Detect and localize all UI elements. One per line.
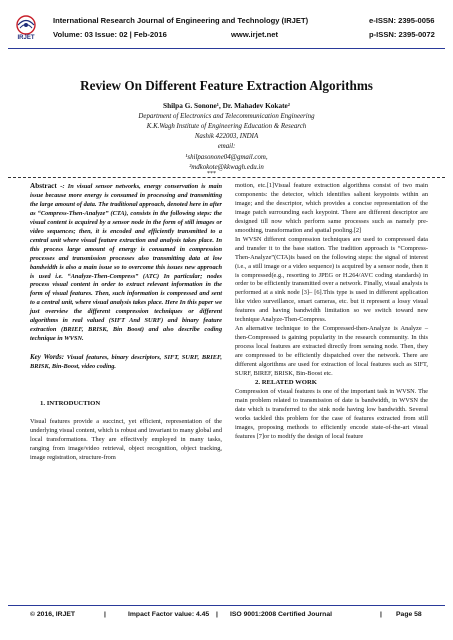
section-heading-related-work: 2. RELATED WORK <box>255 378 317 386</box>
author-email-1[interactable]: ¹shilpasonone04@gmail.com, <box>185 154 268 161</box>
footer-impact-factor: Impact Factor value: 4.45 <box>128 611 210 618</box>
related-work-paragraph: Compression of visual features is one of the important task in WVSN. The main problem related to transmission of date is bandwidth, in WVSN the date which is transferred to the sink node having low bandwidth. Several works tackled this problem for the case of features extracted from still images, proposing methods to efficiently encode state-of-the-art visual features [7]or to modify the design of local feature <box>235 387 428 440</box>
right-column <box>235 182 428 442</box>
footer-divider: | <box>104 611 106 618</box>
footer-divider: | <box>380 611 382 618</box>
keywords-label: Key Words: <box>30 353 65 362</box>
journal-name: International Research Journal of Engineering and Technology (IRJET) <box>53 16 309 25</box>
author-institute: K.K.Wagh Institute of Engineering Education & Research <box>146 123 307 130</box>
footer-divider: | <box>216 611 218 618</box>
section-heading-introduction: 1. INTRODUCTION <box>40 400 101 408</box>
atc-paragraph: An alternative technique to the Compressed-then-Analyze is Analyze –then-Compressed is gaining popularity in the research community. In this process local features are extracted directly from sensing node. Then, they are compressed to be efficiently dispatched over the network. There are different algorithms are used for extraction of local features such as SIFT, SURF, BIREF, BRISK, Bin-Boost etc. <box>235 325 428 378</box>
intro-paragraph: Visual features provide a succinct, yet efficient, representation of the underlying visual content, which is robust and invariant to many global and local transformations. They are effectively employed in many tasks, ranging from image/video retrieval, object recognition, object tracking, image registration, structure-from <box>30 418 222 461</box>
journal-url[interactable]: www.irjet.net <box>231 30 278 39</box>
author-city: Nashik 422003, INDIA <box>194 133 259 140</box>
section-separator <box>8 171 445 180</box>
footer-page-number: Page 58 <box>396 611 422 618</box>
volume-issue: Volume: 03 Issue: 02 | Feb-2016 <box>53 30 167 39</box>
paper-authors: Shilpa G. Sonone¹, Dr. Mahadev Kokate² <box>163 101 290 110</box>
footer-rule <box>8 605 445 606</box>
abstract-text: : In visual sensor networks, energy conservation is main issue because more energy is consumed in processing and transmitting the large amount of data. The traditional approach, denoted here in after as “Compress-Then-Analyze” (CTA), consists in the following steps: the visual content is acquired by a sensor node in the form of still images or video sequences; then, it is encoded and efficiently transmitted to a central unit where visual feature extraction and analysis takes place. In this process large amount of energy is consumed in compression processes and transmission processes also transmitting data at low bandwidth is also a main issue so to overcome this issues new approach is used i.e. “Analyze-Then-Compress” (ATC) In particular; nodes process visual content in order to extract relevant information in the form of visual features. Then, such information is compressed and sent to a central unit, where visual analysis takes place. Here In this paper we just overview the different compression techniques or different algorithms in real valued (SIFT And SURF) and binary feature extraction (BRIEF, BRISK, Bin Boost) and also describe coding technique in WVSN. <box>30 183 222 343</box>
paper-title: Review On Different Feature Extraction Algorithms <box>80 78 373 93</box>
journal-logo <box>11 14 41 44</box>
abstract-paragraph <box>30 182 222 344</box>
intro-paragraph-continued: motion, etc.[1]Visual feature extraction algorithms consist of two main components: the detector, which identifies salient keypoints within an image; and the descriptor, which provides a concise representation of the image patch surrounding each keypoint. There are different descriptor are designed till now which perform same processes such as namely pre-smoothing, transformation and spatial pooling.[2] <box>235 182 428 234</box>
wvsn-compression-paragraph: In WVSN different compression techniques are used to compressed data and transfer it to the base station. The tradition approach is “Compress-Then-Analyze”(CTA)is based on the following steps: the signal of interest (i.e., a still image or a video sequence) is acquired by a sensor node, then it is compressed(e.g., resorting to JPEG or H.264/AVC coding standards) in order to be efficiently transmitted over a network. Finally, visual analysis is performed at a sink node [3]– [6].This type is used in different application like video surveillance, smart cameras, etc. but it represent a lossy visual features and having bandwidth limitation so we switch toward new technique Analyze-Then-Compress. <box>235 235 428 324</box>
separator-stars: *** <box>207 171 216 177</box>
keywords-text: Visual features, binary descriptors, SIFT, SURF, BRIEF, BRISK, Bin-Boost, video coding. <box>30 354 222 371</box>
footer-iso: ISO 9001:2008 Certified Journal <box>230 611 332 618</box>
author-email-2[interactable]: ²mdkokote@kkwagh.edu.in <box>189 164 264 171</box>
left-column <box>30 182 222 463</box>
email-label: email: <box>217 143 236 150</box>
header-rule <box>8 48 445 49</box>
abstract-label: Abstract - <box>30 182 63 190</box>
author-department: Department of Electronics and Telecommunication Engineering <box>138 113 315 120</box>
footer-copyright: © 2016, IRJET <box>30 611 76 618</box>
e-issn: e-ISSN: 2395-0056 <box>369 16 435 25</box>
p-issn: p-ISSN: 2395-0072 <box>369 30 435 39</box>
keywords-paragraph <box>30 353 222 372</box>
logo-text: IRJET <box>17 35 35 41</box>
